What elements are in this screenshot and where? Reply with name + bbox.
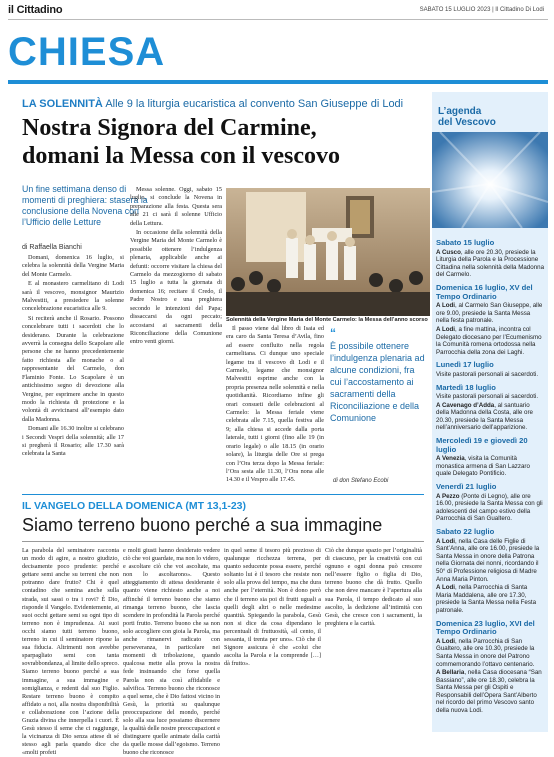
agenda-entry-place: A Cavenago d’Adda (436, 401, 495, 409)
agenda-title (438, 106, 496, 128)
gospel-kicker: IL VANGELO DELLA DOMENICA (MT 13,1-23) (22, 500, 247, 512)
agenda-entry: A Pezzo (Ponte di Legno), alle ore 16.00, presiede la Santa Messa con gli adolescenti del campo estivo della Parrocchia di San Gualtero. (436, 492, 543, 523)
agenda-entry: A Bellaria, nella Casa diocesana “San Bassiano”, alle ore 18.30, celebra la Santa Messa per gli Ospiti e Responsabili dell’Opera Sant’Alberto nel ricordo del primo Vescovo santo della nuova Lodi. (436, 669, 542, 715)
agenda-title-line-2: del Vescovo (438, 117, 496, 128)
sky-photo (432, 132, 548, 228)
masthead (8, 4, 548, 20)
dateline: SABATO 15 LUGLIO 2023 | Il Cittadino Di Lodi (419, 7, 544, 13)
agenda-day: Sabato 15 luglio (436, 238, 495, 247)
agenda-entry: A Lodi, a fine mattina, incontra col Delegato diocesano per l’Ecumenismo la Comunità romena ortodossa nella Parrocchia della zona dei Laghi. (436, 325, 542, 356)
quote-icon: “ (330, 326, 336, 340)
pull-quote (330, 326, 426, 424)
headline-line-2: domani la Messa con il vescovo (22, 143, 340, 169)
agenda-entry: A Lodi, nella Parrocchia di San Gualtero, alle ore 10.30, presiede la Santa Messa in onore del Patrono commemorando l’ottavo centenario. (436, 637, 535, 668)
gospel-column-1: La parabola del seminatore racconta un modo di agire, a nostro giudizio, decisamente poco prudente: perché gettare semi anche su terreni che non potranno dare frutto? Chi è quel contadino che semina anche sulla strada, sui sassi o tra i rovi? È Dio, risponde il Vangelo. Evidentemente, ai suoi occhi gettare semi su ogni tipo di terreno non è imprudenza. Ai suoi occhi siamo tutti terreno buono, terreno in cui il seminatore ripone la sua fiducia. Altrimenti non avrebbe sparpagliato semi con tanta sovrabbondanza, al limite dello spreco. Siamo terreno buono perché a sua immagine, a sua immagine e somiglianza, e redenti dal suo Figlio. Restare terreno buono è compito affidato a noi, alla nostra disponibilità e collaborazione con l’azione della Grazia divina che innerpella i cuori. È Gesù stesso il seme che ci raggiunge, la vicinanza di Dio senza attese di sé stesso agli parla quando dice che «molti profeti (22, 547, 119, 757)
signature: di don Stefano Ecobi (333, 478, 389, 484)
kicker-label: LA SOLENNITÀ (22, 98, 103, 110)
paragraph: Si reciterà anche il Rosario. Possono concelebrare tutti i sacerdoti che lo desiderano. Durante la celebrazione avverrà la consegna dello Scapolare alle persone che ne hanno precedentemente fatto richiesta alle monache o al rappresentante del Carmelo, don Flaminio Fonte. Lo Scapolare è un antichissimo segno di devozione alla Vergine, per esprimere anche in questo modo la richiesta di protezione e la volontà di avvicinarsi all’esempio dato dalla Madonna. (22, 314, 124, 423)
agenda-entry: A Lodi, nella Casa delle Figlie di Sant’Anna, alle ore 16.00, presiede la Santa Messa in onore della Patrona nella Giornata dei nonni, ricordando il 50° di Professione religiosa di Madre Anna Maria Pinton. (436, 537, 540, 583)
agenda-entry-place: A Lodi (436, 637, 456, 645)
article-column-4 (226, 325, 324, 486)
paragraph: Domani alle 16.30 inoltre si celebrano i Secondi Vespri della solennità; alle 17 si pregherà il Rosario; alle 17.30 sarà celebrata la Santa (22, 425, 124, 458)
pull-quote-text: È possibile ottenere l’indulgenza plenaria ad alcune condizioni, fra cui l’accostamento ai sacramenti della Riconciliazione e della Comunione (330, 341, 425, 423)
agenda-entry-place: A Cusco (436, 248, 461, 256)
byline: di Raffaella Bianchi (22, 244, 82, 251)
agenda-list (436, 234, 544, 715)
newspaper-logo: il Cittadino (8, 4, 63, 16)
agenda-entry: Visite pastorali personali ai sacerdoti. (436, 393, 539, 401)
article-column-1 (22, 254, 124, 460)
headline[interactable] (22, 114, 422, 170)
gospel-title[interactable]: Siamo terreno buono perché a sua immagine (22, 515, 383, 535)
agenda-entry: A Lodi, nella Parrocchia di Santa Maria Maddalena, alle ore 17.30, presiede la Santa Messa nella Festa patronale. (436, 584, 537, 614)
agenda-day: Domenica 16 luglio, XV del Tempo Ordinario (436, 282, 533, 301)
paragraph: Il passo viene dal libro di Isaia ed era caro da Santa Teresa d’Avila, fino ad essere confluito nella regola carmelitana. Ci dunque uno speciale legame tra il vescovo di Lodi e il Carmelo, legame che monsignor Malvestiti esprime anche con la propria presenza nelle solennità e nella quotidianità. Ricordiamo infine gli orari consueti delle celebrazioni al Carmelo: la Messa feriale viene celebrata alle 7.15, quella festiva alle 9; alla chiesa si accede dalla porta laterale, tutti i giorni (fino alle 19 (in orario legale) o alle 18.15 (in orario solare), la liturgia delle Ore si prega con l’Ora terza dopo la Messa feriale: l’Ora sesta alle 11.30, l’Ora nona alle 14.30 e il Vespro alle 17.45. (226, 325, 324, 484)
agenda-day: Martedì 18 luglio (436, 382, 496, 392)
photo-caption: Solennità della Vergine Maria del Monte Carmelo: la Messa dell’anno scorso (226, 317, 428, 323)
gospel-rule (22, 494, 424, 495)
agenda-entry-place: A Venezia (436, 455, 465, 463)
article-kicker (22, 98, 417, 110)
paragraph: Messa solenne. Oggi, sabato 15 luglio, si conclude la Novena in preparazione alla festa. Questa sera alle 21 ci sarà il solenne Ufficio della Lettura. (130, 186, 222, 227)
gospel-column-2: e molti giusti hanno desiderato vedere ciò che voi guardate, ma non lo videro, e ascoltare ciò che voi ascoltate, ma non lo ascoltarono». Questo atteggiamento di attesa desiderante è quanto viene richiesto anche a noi affinché il terreno buono che siamo rimanga terreno buono, che lascia scendere in profondità la Parola perché porti frutto. Terreno buono che sa non solo accogliere con gioia la Parola, ma anche rimanervi radicato con perseveranza, in particolare nei momenti di tribolazione, quando qualcosa mette alla prova la nostra fede insinuando che forse quella Parola non sia così affidabile e salvifica. Terreno buono che riconosce a quel seme, che è Dio fattosi vicino in Gesù, la priorità su qualunque preoccupazione del mondo, perché solo alla sua luce possiamo discernere la qualità delle nostre preoccupazioni e distinguere quelle animate dalla carità da quelle mosse dall’egoismo. Terreno buono che riconosce (123, 547, 220, 757)
agenda-entry-place: A Bellaria (436, 669, 465, 677)
agenda-entry: A Venezia, visita la Comunità monastica armena di San Lazzaro quale Delegato Pontificio. (436, 455, 530, 478)
agenda-title-line-1: L’agenda (438, 106, 482, 117)
agenda-entry-place: A Lodi (436, 584, 456, 592)
article-column-2 (130, 186, 222, 348)
agenda-entry: A Lodi, al Carmelo San Giuseppe, alle ore 9.00, presiede la Santa Messa nella festa patronale. (436, 302, 543, 325)
agenda-entry-place: A Lodi (436, 537, 456, 545)
agenda-entry-place: A Lodi (436, 325, 456, 333)
agenda-entry: A Cusco, alle ore 20.30, presiede la Liturgia della Parola e la Processione Cittadina nella solennità della Madonna del Carmelo. (436, 248, 545, 279)
agenda-entry: A Cavenago d’Adda, al santuario della Madonna della Costa, alle ore 20.30, presiede la Santa Messa nell’anniversario dell’apparizione. (436, 401, 533, 432)
paragraph: Domani, domenica 16 luglio, si celebra la solennità della Vergine Maria del Monte Carmelo. (22, 254, 124, 278)
section-title: CHIESA (8, 30, 166, 74)
agenda-day: Domenica 23 luglio, XVI del Tempo Ordinario (436, 618, 535, 637)
bishop-agenda-sidebar (432, 92, 548, 732)
agenda-entry-place: A Pezzo (436, 492, 460, 500)
mass-photo[interactable] (226, 188, 430, 316)
agenda-day: Lunedì 17 luglio (436, 360, 494, 370)
kicker-text: Alle 9 la liturgia eucaristica al convento San Giuseppe di Lodi (105, 98, 404, 110)
section-rule (8, 80, 548, 84)
gospel-title-rule (22, 541, 424, 542)
agenda-day: Sabato 22 luglio (436, 527, 495, 536)
gospel-column-3: in quel seme il tesoro più prezioso di qualunque ricchezza terrena, per quanto seducente possa essere, perché soltanto lui è il tesoro che resiste non solo alla prova del tempo, ma che dura anche per l’eternità. Non è dono però che il terreno sia poi di frutti uguali a quelli degli altri o nelle medesime quantità. Spiegando la parabola, Gesù non si dice da cosa dipendano le percentuali di fruttuosità, «il cento, il sessanta, il trenta per uno». Ciò che il Signore assicura è che «colui che ascolta la Parola e la comprende […] dà frutto». (224, 547, 321, 668)
paragraph: In occasione della solennità della Vergine Maria del Monte Carmelo è possibile ottenere l’indulgenza plenaria, applicabile anche ai defunti: occorre visitare la chiesa del Carmelo da mezzogiorno di sabato 15 luglio a tutta la giornata di domenica 16; recitare il Credo, il Padre Nostro e una preghiera secondo le intenzioni del Papa; dissaccarsi da ogni peccato; accostarsi ai sacramenti della Riconciliazione della Comunione entro venti giorni. (130, 229, 222, 346)
agenda-entry-place: A Lodi (436, 302, 456, 310)
paragraph: E al monastero carmelitano di Lodi sarà il vescovo, monsignor Maurizio Malvestiti, a presiedere la solenne concelebrazione eucaristica alle 9. (22, 280, 124, 313)
article-intro: Un fine settimana denso di momenti di preghiera: stasera la conclusione della Novena con l’Ufficio delle Letture (22, 184, 148, 227)
headline-line-1: Nostra Signora del Carmine, (22, 115, 317, 141)
gospel-column-4: Ciò che dunque spazio per l’originalità di ciascuno, per la creatività con cui ognuno e ogni donna può crescere nell’essere figlio o figlia di Dio, terreno buono che dà frutto. Quello che non deve mancare è l’apertura alla sua Parola, il tempo dedicato al suo ascolto, la dedizione all’intimità con Gesù, che cresce con i sacramenti, la preghiera e la carità. (325, 547, 422, 627)
agenda-entry: Visite pastorali personali ai sacerdoti. (436, 370, 539, 378)
agenda-day: Mercoledì 19 e giovedì 20 luglio (436, 436, 528, 454)
agenda-day: Venerdì 21 luglio (436, 482, 497, 492)
